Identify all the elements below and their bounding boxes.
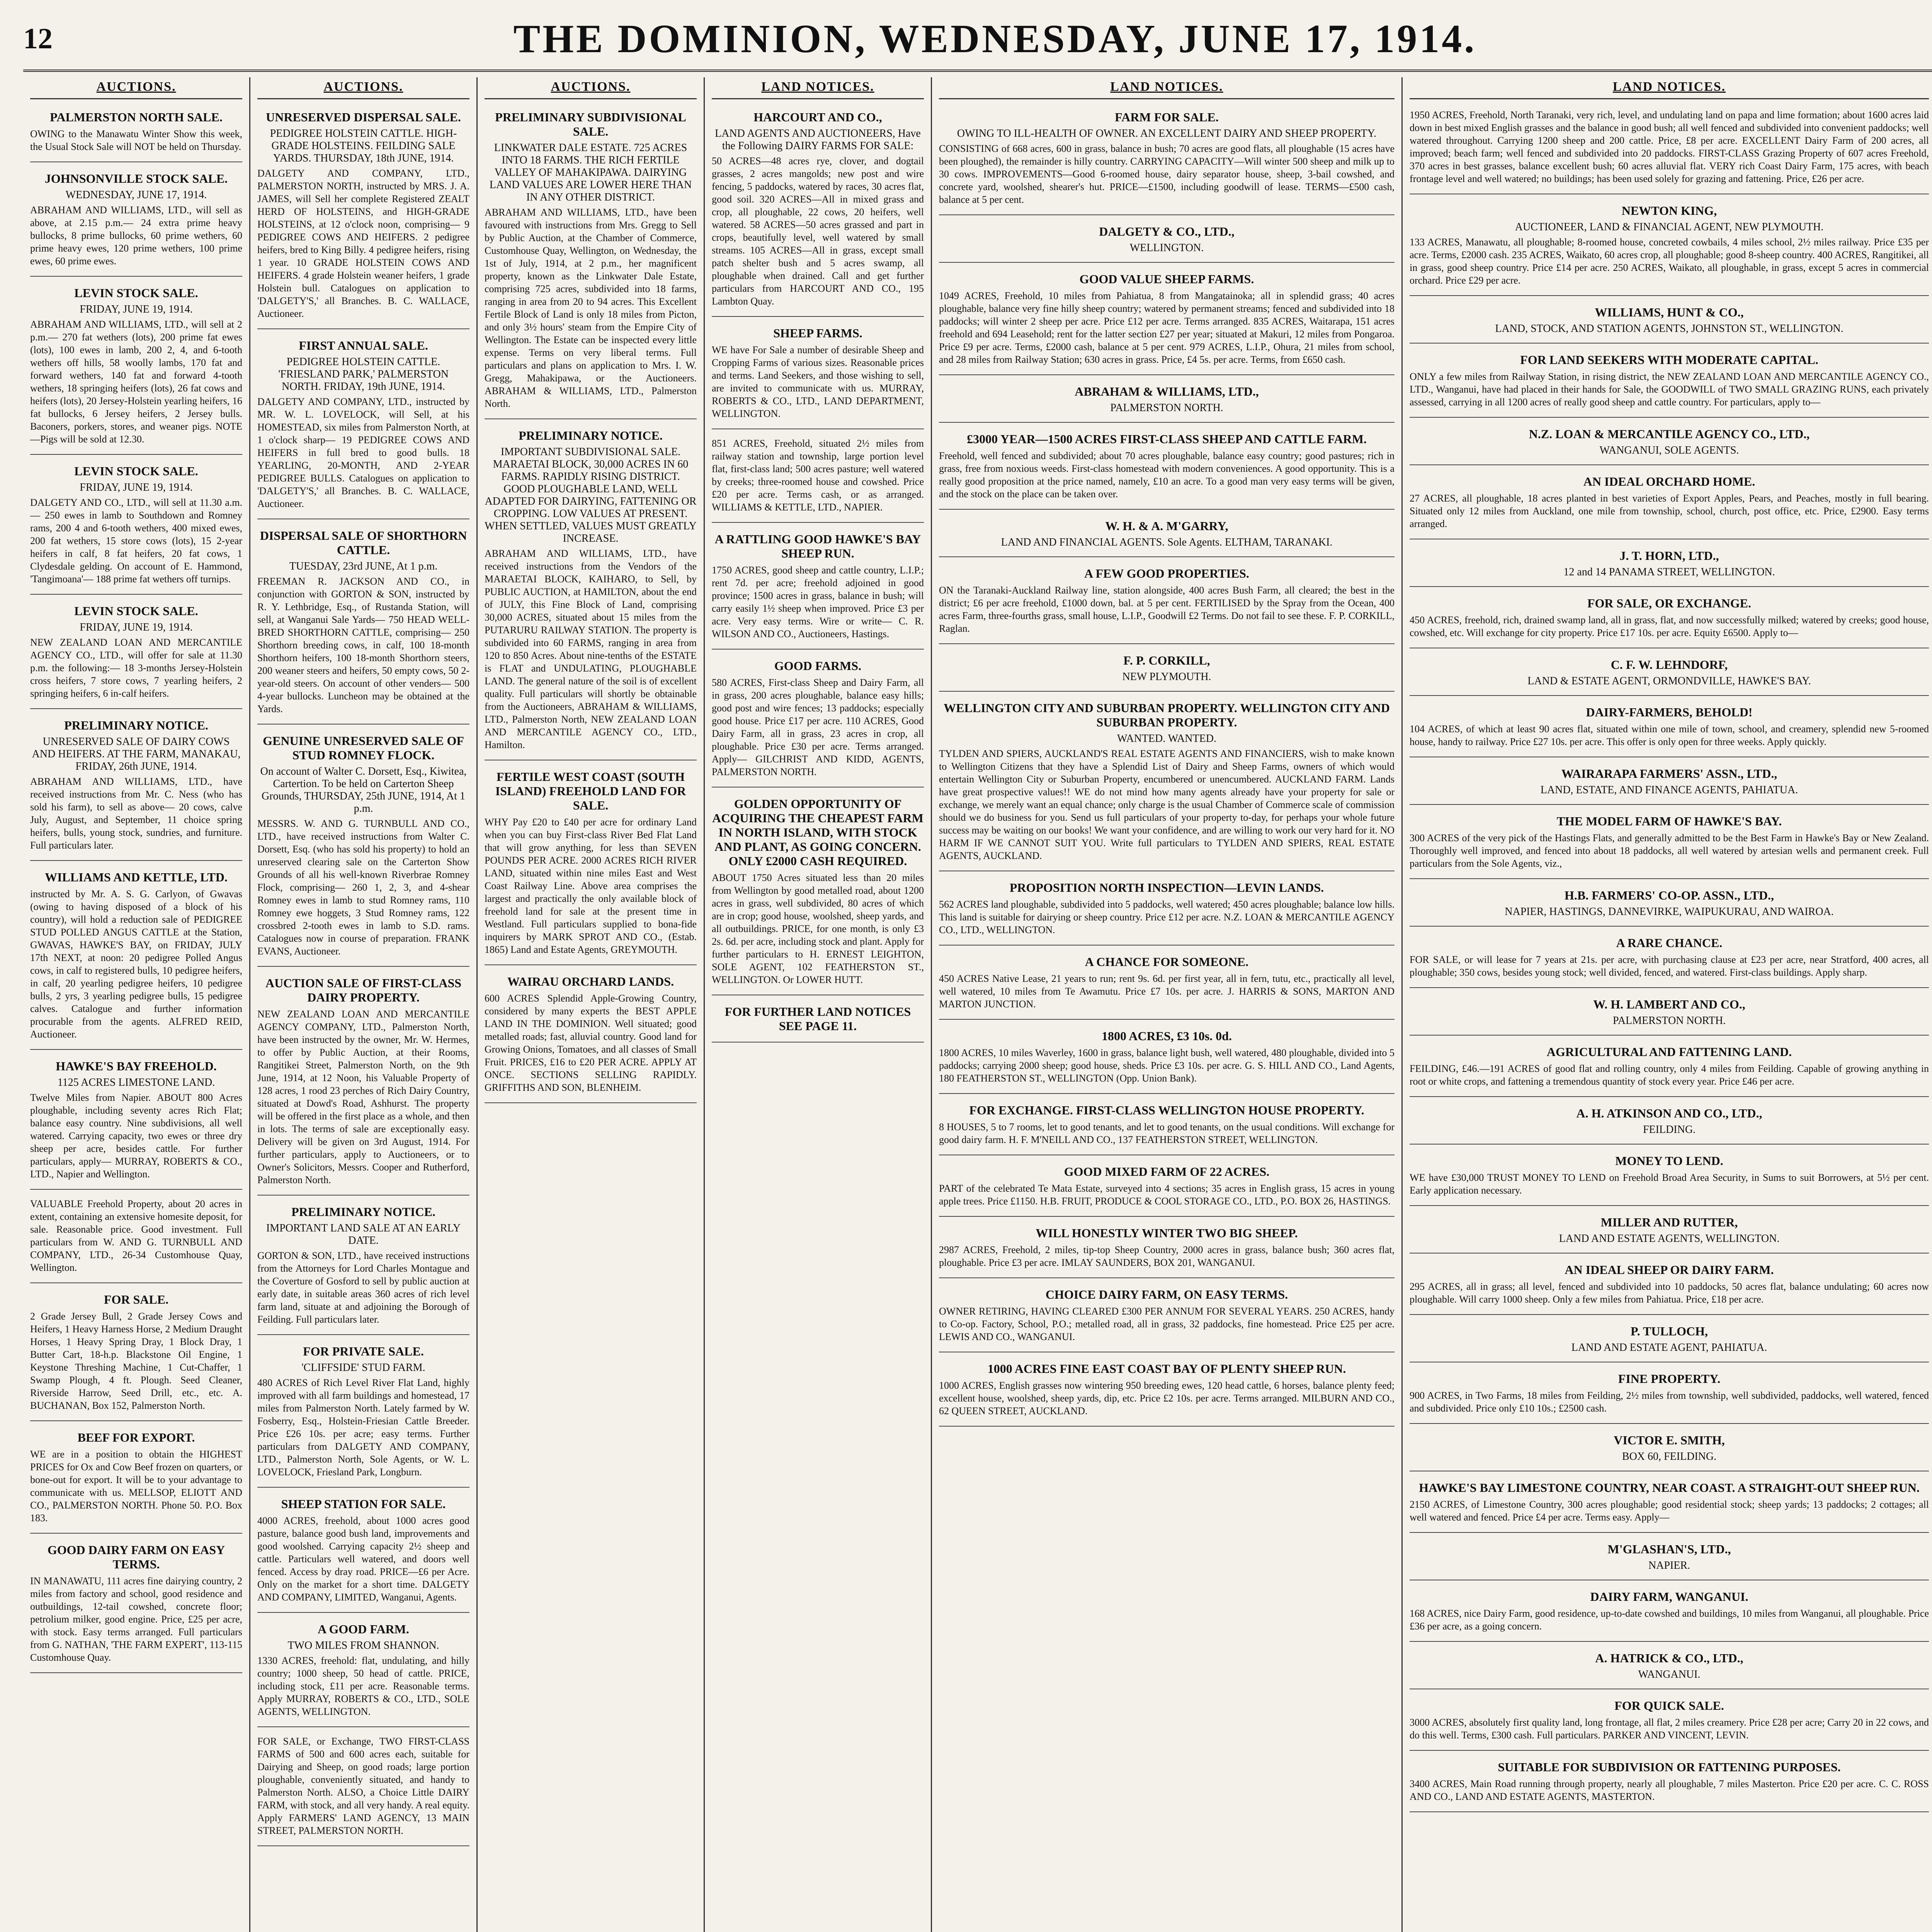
advertisement <box>1410 1475 1929 1533</box>
advertisement <box>712 791 924 995</box>
ad-subtitle: FRIDAY, JUNE 19, 1914. <box>80 621 193 633</box>
ad-title: £3000 YEAR—1500 ACRES FIRST-CLASS SHEEP AND CATTLE FARM. <box>967 432 1367 446</box>
ad-body: WE have £30,000 TRUST MONEY TO LEND on Freehold Broad Area Security, in Sums to suit Borrowers, at 5½ per cent. Early application necessary. <box>1410 1172 1929 1196</box>
ad-title: DALGETY & CO., LTD., <box>1099 224 1235 238</box>
ad-body: 3400 ACRES, Main Road running through property, nearly all ploughable, 7 miles Masterton. Price £20 per acre. C. C. ROSS AND CO., LAND AND ESTATE AGENTS, MASTERTON. <box>1410 1778 1929 1802</box>
column-header: AUCTIONS. <box>30 77 242 99</box>
advertisement <box>939 648 1395 692</box>
advertisement <box>712 321 924 429</box>
ad-body: 450 ACRES Native Lease, 21 years to run; rent 9s. 6d. per first year, all in fern, tutu, etc., practically all level, well watered, 10 miles from Te Awamutu. Price £7 10s. per acre. J. HARRIS & SONS, MARTON AND MARTON JUNCTION. <box>939 973 1395 1010</box>
ad-body: ABOUT 1750 Acres situated less than 20 miles from Wellington by good metalled road, about 1200 acres in grass, well subdivided, 80 acres of which are in crop; good house, woolshed, sheep yards, and all outbuildings. PRICE, for one month, is only £3 2s. 6d. per acre, including stock and plant. Apply for further particulars to H. ERNEST LEIGHTON, SOLE AGENT, 102 FEATHERSTON ST., WELLINGTON. Or LOWER HUTT. <box>712 872 924 985</box>
advertisement <box>939 219 1395 263</box>
advertisement <box>712 653 924 787</box>
ad-body: 3000 ACRES, absolutely first quality land, long frontage, all flat, 2 miles creamery. Price £28 per acre; Carry 20 in 22 cows, and do this well. Terms, £300 cash. Full particulars. PARKER AND VINCENT, LEVIN. <box>1410 1717 1929 1741</box>
advertisement <box>1410 761 1929 805</box>
ad-body: NEW ZEALAND LOAN AND MERCANTILE AGENCY COMPANY, LTD., Palmerston North, have been instructed by the owner, Mr. W. Hermes, to offer by Public Auction, at their Rooms, Rangitikei Street, Palmerston North, on the 9th June, 1914, at 12 Noon, his Valuable Property of 128 acres, 1 rood 23 perches of Rich Dairy Country, situated at Dowd's Road, Ashhurst. The property will be offered in the first place as a whole, and then in lots. The terms of sale are exceptionally easy. Delivery will be given on 3rd August, 1914. For further particulars, apply to Auctioneers, or to Owner's Solicitors, Messrs. Cooper and Rutherford, Palmerston North. <box>257 1009 469 1185</box>
ad-title: A CHANCE FOR SOMEONE. <box>1085 955 1249 969</box>
advertisement <box>1410 543 1929 587</box>
ad-body: FOR SALE, or will lease for 7 years at 21s. per acre, with purchasing clause at £23 per acre, near Stratford, 400 acres, all ploughable; 350 cows, besides young stock; well divided, fenced, and watered. First-class buildings. Apply sharp. <box>1410 954 1929 978</box>
ad-title: N.Z. LOAN & MERCANTILE AGENCY CO., LTD., <box>1529 427 1810 441</box>
advertisement <box>30 1537 242 1673</box>
advertisement <box>939 514 1395 557</box>
ad-subtitle: OWING TO ILL-HEALTH OF OWNER. AN EXCELLENT DAIRY AND SHEEP PROPERTY. <box>957 128 1377 139</box>
advertisement <box>939 1282 1395 1352</box>
ad-subtitle: FEILDING. <box>1643 1124 1696 1136</box>
ad-body: 2 Grade Jersey Bull, 2 Grade Jersey Cows and Heifers, 1 Heavy Harness Horse, 2 Medium Draught Horses, 1 Heavy Spring Dray, 1 Block Dray, 1 Butter Cart, 18-h.p. Blackstone Oil Engine, 1 Keystone Threshing Machine, 1 Cut-Chaffer, 1 Swamp Plough, 4 ft. Plough. Seed Cleaner, Riverside Harrow, Seed Drill, etc., etc. A. BUCHANAN, Box 152, Palmerston North. <box>30 1311 242 1411</box>
ad-body: ON the Taranaki-Auckland Railway line, station alongside, 400 acres Bush Farm, all cleared; the best in the district; £6 per acre freehold, £1000 down, bal. at 5 per cent. FERTILISED by the Spray from the Ocean, 400 acres Farm, three-fourths grass, small house, L.I.P., Goodwill £2 Terms. Do not fail to see these. F. P. CORKILL, Raglan. <box>939 585 1395 634</box>
ad-title: W. H. & A. M'GARRY, <box>1105 519 1228 533</box>
ad-body: 562 ACRES land ploughable, subdivided into 5 paddocks, well watered; 450 acres ploughable; balance low hills. This land is suitable for dairying or sheep country. Price £12 per acre. N.Z. LOAN & MERCANTILE AGENCY CO., LTD., WELLINGTON. <box>939 899 1395 935</box>
ad-body: 1330 ACRES, freehold: flat, undulating, and hilly country; 1000 sheep, 50 head of cattle. PRICE, including stock, £11 per acre. Reasonable terms. Apply MURRAY, ROBERTS & CO., LTD., SOLE AGENTS, WELLINGTON. <box>257 1655 469 1717</box>
ad-body: ABRAHAM AND WILLIAMS, LTD., will sell as above, at 2.15 p.m.— 24 extra prime heavy bullocks, 8 prime bullocks, 60 prime wethers, 60 prime heavy ewes, 120 prime wethers, 100 prime ewes, 60 prime ewes. <box>30 204 242 267</box>
ad-body: WE are in a position to obtain the HIGHEST PRICES for Ox and Cow Beef frozen on quarters, or bone-out for export. It will be to your advantage to communicate with us. MELLSOP, ELIOTT AND CO., PALMERSTON NORTH. Phone 50. P.O. Box 183. <box>30 1449 242 1524</box>
ad-title: WELLINGTON CITY AND SUBURBAN PROPERTY. WELLINGTON CITY AND SUBURBAN PROPERTY. <box>944 701 1390 729</box>
ad-title: H.B. FARMERS' CO-OP. ASSN., LTD., <box>1564 888 1774 902</box>
ad-title: GOOD FARMS. <box>774 659 862 673</box>
ad-body: IN MANAWATU, 111 acres fine dairying country, 2 miles from factory and school, good residence and outbuildings, 12-tail cowshed, concrete floor; petrolium milker, good engine. Price, £25 per acre, with stock. Easy terms arranged. Full particulars from G. NATHAN, 'THE FARM EXPERT', 113-115 Customhouse Quay. <box>30 1575 242 1663</box>
ad-title: SHEEP FARMS. <box>773 326 862 340</box>
column-header: LAND NOTICES. <box>712 77 924 99</box>
column-header: LAND NOTICES. <box>939 77 1395 99</box>
ad-body: 8 HOUSES, 5 to 7 rooms, let to good tenants, and let to good tenants, on the usual conditions. Will exchange for good dairy farm. H. F. M'NEILL AND CO., 137 FEATHERSTON STREET, WELLINGTON. <box>939 1121 1395 1145</box>
ad-subtitle: TWO MILES FROM SHANNON. <box>287 1639 439 1651</box>
advertisement <box>1410 1584 1929 1642</box>
ad-title: GOOD DAIRY FARM ON EASY TERMS. <box>47 1543 225 1571</box>
ad-subtitle: NEW PLYMOUTH. <box>1122 671 1211 683</box>
ad-title: FERTILE WEST COAST (SOUTH ISLAND) FREEHOLD LAND FOR SALE. <box>495 770 686 812</box>
ad-title: WILLIAMS, HUNT & CO., <box>1595 305 1744 319</box>
ad-subtitle: WANGANUI, SOLE AGENTS. <box>1599 444 1739 456</box>
ad-body: DALGETY AND COMPANY, LTD., PALMERSTON NORTH, instructed by MRS. J. A. JAMES, will Sell her complete Registered ZEALT HERD OF HOLSTEINS, and HIGH-GRADE HOLSTEINS, at 12 o'clock noon, comprising— 9 PEDIGREE COWS AND HEIFERS. 2 pedigree heifers, bred to King Billy. 4 pedigree heifers, rising 1 year. 10 GRADE HOLSTEIN COWS AND HEIFERS. 4 grade Holstein weaner heifers, 1 grade Holstein bull. Catalogues on application to 'DALGETY'S,' all Branches. B. C. WALLACE, Auctioneer. <box>257 168 469 319</box>
advertisement <box>30 599 242 709</box>
ad-body: 2987 ACRES, Freehold, 2 miles, tip-top Sheep Country, 2000 acres in grass, balance bush; 360 acres flat, ploughable. Price £3 per acre. IMLAY SAUNDERS, BOX 201, WANGANUI. <box>939 1244 1395 1268</box>
ad-title: NEWTON KING, <box>1621 204 1717 218</box>
ad-title: PRELIMINARY NOTICE. <box>291 1205 435 1219</box>
ad-title: FOR FURTHER LAND NOTICES SEE PAGE 11. <box>724 1005 911 1033</box>
ad-subtitle: LAND, ESTATE, AND FINANCE AGENTS, PAHIATUA. <box>1540 784 1798 796</box>
advertisement <box>939 875 1395 946</box>
ad-title: GENUINE UNRESERVED SALE OF STUD ROMNEY FLOCK. <box>263 734 464 762</box>
advertisement <box>1410 1755 1929 1812</box>
ad-body: NEW ZEALAND LOAN AND MERCANTILE AGENCY CO., LTD., will offer for sale at 11.30 p.m. the following:— 18 3-months Jersey-Holstein cross heifers, 7 store cows, 7 yearling heifers, 2 springing heifers, 6 in-calf heifers. <box>30 637 242 699</box>
advertisement <box>1410 1101 1929 1145</box>
ad-title: 1800 ACRES, £3 10s. 0d. <box>1102 1029 1232 1043</box>
ad-subtitle: LAND & ESTATE AGENT, ORMONDVILLE, HAWKE'S BAY. <box>1527 675 1811 687</box>
ad-title: A. H. ATKINSON AND CO., LTD., <box>1576 1106 1762 1120</box>
ad-title: FOR SALE, OR EXCHANGE. <box>1587 596 1752 610</box>
advertisement <box>30 713 242 861</box>
advertisement <box>712 433 924 523</box>
ad-body: FREEMAN R. JACKSON AND CO., in conjunction with GORTON & SON, instructed by R. Y. Lethbridge, Esq., of Rustanda Station, will sell, at Wanganui Sale Yards— 750 HEAD WELL-BRED SHORTHORN CATTLE, comprising— 250 Shorthorn breeding cows, in calf, 100 18-month Shorthorn heifers, 100 18-month Shorthorn steers, 200 weaner steers and heifers, 50 empty cows, 50 2-year-old steers. On account of other venders— 500 4-year bullocks. Luncheon may be obtained at the Yards. <box>257 576 469 714</box>
ad-body: WHY Pay £20 to £40 per acre for ordinary Land when you can buy First-class River Bed Flat Land that will grow anything, for less than SEVEN POUNDS PER ACRE. 2000 ACRES RICH RIVER LAND, situated within nine miles East and West Coast Railway Line. Above area comprises the largest and practically the only available block of freehold land for sale at the present time in Westland. Full particulars supplied to bona-fide inquirers by MARK SPROT AND CO., (Estab. 1865) Land and Estate Agents, GREYMOUTH. <box>485 816 697 955</box>
ad-body: MESSRS. W. AND G. TURNBULL AND CO., LTD., have received instructions from Walter C. Dorsett, Esq. (who has sold his property) to hold an unreserved clearing sale on the Carterton Show Grounds of all his well-known Riverbrae Romney Flock, comprising— 260 1, 2, 3, and 4-shear Romney ewes in lamb to stud Romney rams, 110 Romney ewe hoggets, 3 Stud Romney rams, 122 crossbred 2-tooth ewes in lamb to S.D. rams. Catalogues now in course of preparation. FRANK EVANS, Auctioneer. <box>257 818 469 957</box>
ad-body: 1750 ACRES, good sheep and cattle country, L.I.P.; rent 7d. per acre; freehold adjoined in good province; 1500 acres in grass, balance in bush; will carry easily 1½ sheep when improved. Price £3 per acre. Very easy terms. Wire or write— C. R. WILSON AND CO., Auctioneers, Hastings. <box>712 565 924 639</box>
ad-subtitle: PALMERSTON NORTH. <box>1110 402 1223 414</box>
ad-title: W. H. LAMBERT AND CO., <box>1593 997 1745 1011</box>
ad-title: M'GLASHAN'S, LTD., <box>1607 1542 1731 1556</box>
ad-title: AGRICULTURAL AND FATTENING LAND. <box>1546 1045 1792 1059</box>
ad-subtitle: PEDIGREE HOLSTEIN CATTLE. 'FRIESLAND PARK,' PALMERSTON NORTH. FRIDAY, 19th JUNE, 1914. <box>278 356 449 393</box>
ad-title: ABRAHAM & WILLIAMS, LTD., <box>1075 384 1259 398</box>
ad-subtitle: WEDNESDAY, JUNE 17, 1914. <box>65 189 207 201</box>
ad-title: C. F. W. LEHNDORF, <box>1611 658 1728 672</box>
advertisement <box>257 1617 469 1727</box>
advertisement <box>257 1492 469 1613</box>
advertisement <box>485 105 697 419</box>
advertisement <box>485 764 697 965</box>
ad-subtitle: PEDIGREE HOLSTEIN CATTLE. HIGH-GRADE HOLSTEINS. FEILDING SALE YARDS. THURSDAY, 18th JUNE, 1914. <box>270 128 457 164</box>
ad-title: AN IDEAL ORCHARD HOME. <box>1583 474 1755 488</box>
ad-title: PALMERSTON NORTH SALE. <box>50 110 223 124</box>
ad-title: P. TULLOCH, <box>1630 1324 1708 1338</box>
ad-subtitle: BOX 60, FEILDING. <box>1622 1451 1717 1463</box>
advertisement <box>1410 422 1929 465</box>
column-2 <box>250 77 478 1932</box>
ad-title: WILL HONESTLY WINTER TWO BIG SHEEP. <box>1036 1226 1298 1240</box>
ad-title: JOHNSONVILLE STOCK SALE. <box>44 172 228 185</box>
ad-title: A GOOD FARM. <box>318 1622 409 1636</box>
advertisement <box>712 999 924 1043</box>
ad-body: Freehold, well fenced and subdivided; about 70 acres ploughable, balance easy country; good pastures; rich in grass, free from noxious weeds. First-class homestead with modern conveniences. A good opportunity. This is a really good proposition at the price named, namely, £10 an acre. To a good man very easy terms will be given, and the stock on the place can be taken over. <box>939 450 1395 500</box>
ad-title: FOR QUICK SALE. <box>1614 1699 1724 1713</box>
ad-title: AN IDEAL SHEEP OR DAIRY FARM. <box>1565 1263 1774 1277</box>
ad-title: GOLDEN OPPORTUNITY OF ACQUIRING THE CHEAPEST FARM IN NORTH ISLAND, WITH STOCK AND PLANT, AS GOING CONCERN. ONLY £2000 CASH REQUIRED. <box>712 797 923 868</box>
advertisement <box>939 267 1395 375</box>
ad-title: A RARE CHANCE. <box>1616 936 1723 950</box>
ad-subtitle: AUCTIONEER, LAND & FINANCIAL AGENT, NEW PLYMOUTH. <box>1515 221 1824 233</box>
ad-body: 1800 ACRES, 10 miles Waverley, 1600 in grass, balance light bush, well watered, 480 ploughable, divided into 5 paddocks; carrying 2000 sheep; good house, sheds. Price £3 10s. per acre. G. S. HILL AND CO., Land Agents, 180 FEATHERSTON ST., WELLINGTON (Opp. Union Bank). <box>939 1047 1395 1084</box>
ad-subtitle: UNRESERVED SALE OF DAIRY COWS AND HEIFERS. AT THE FARM, MANAKAU, FRIDAY, 26th JUNE, 1914. <box>32 736 241 772</box>
ad-title: A FEW GOOD PROPERTIES. <box>1084 566 1249 580</box>
advertisement <box>257 523 469 724</box>
ad-title: HAWKE'S BAY LIMESTONE COUNTRY, NEAR COAST. A STRAIGHT-OUT SHEEP RUN. <box>1419 1481 1920 1495</box>
advertisement <box>939 696 1395 871</box>
ad-title: AUCTION SALE OF FIRST-CLASS DAIRY PROPERTY. <box>265 976 462 1004</box>
ad-title: LEVIN STOCK SALE. <box>74 464 198 478</box>
ad-title: FOR PRIVATE SALE. <box>303 1344 424 1358</box>
advertisement <box>257 105 469 329</box>
advertisement <box>1410 105 1929 194</box>
page-number: 12 <box>23 22 53 55</box>
advertisement <box>1410 1148 1929 1206</box>
ad-title: SHEEP STATION FOR SALE. <box>281 1497 446 1511</box>
ad-title: FINE PROPERTY. <box>1618 1372 1721 1386</box>
ad-title: HAWKE'S BAY FREEHOLD. <box>56 1059 217 1073</box>
ad-title: DAIRY-FARMERS, BEHOLD! <box>1586 705 1753 719</box>
ad-body: 295 ACRES, all in grass; all level, fenced and subdivided into 10 paddocks, 50 acres flat, balance undulating; 60 acres now ploughable. Will carry 1000 sheep. Only a few miles from Pahiatua. Price, £18 per acre. <box>1410 1281 1929 1305</box>
ad-title: LEVIN STOCK SALE. <box>74 604 198 618</box>
ad-body: 27 ACRES, all ploughable, 18 acres planted in best varieties of Export Apples, Pears, and Peaches, mostly in full bearing. Situated only 12 miles from Auckland, one mile from township, school, church, post office, etc. Price, £2900. Easy terms arranged. <box>1410 493 1929 529</box>
ad-body: TYLDEN AND SPIERS, AUCKLAND'S REAL ESTATE AGENTS AND FINANCIERS, wish to make known to Wellington Citizens that they have a Splendid List of Dairy and Sheep Farms, owners of which would entertain Wellington City or Suburban Property, encumbered or unencumbered. AUCKLAND FARM. Lands have great prospective values!! WE do not mind how many agents already have your property for sale or exchange, we merely want an equal chance; only charge is the usual Chamber of Commerce scale of commission should we do business for you. Send us full particulars of your property to-day, for perhaps your whole future success may be waiting on our books! We want your confidence, and are willing to work our very hard for it. NO HARM IF WE CANNOT SUIT YOU. Write full particulars to TYLDEN AND SPIERS, REAL ESTATE AGENTS, AUCKLAND. <box>939 748 1395 861</box>
ad-body: OWNER RETIRING, HAVING CLEARED £300 PER ANNUM FOR SEVERAL YEARS. 250 ACRES, handy to Co-op. Factory, School, P.O.; metalled road, all in grass, 32 paddocks, fine homestead. Price £25 per acre. LEWIS AND CO., WANGANUI. <box>939 1306 1395 1342</box>
ad-body: FEILDING, £46.—191 ACRES of good flat and rolling country, only 4 miles from Feilding. Capable of growing anything in root or white crops, and fattening a tremendous quantity of stock every year. Price £46 per acre. <box>1410 1063 1929 1087</box>
ad-title: A RATTLING GOOD HAWKE'S BAY SHEEP RUN. <box>714 532 921 560</box>
ad-body: 104 ACRES, of which at least 90 acres flat, situated within one mile of town, school, and creamery, splendid new 5-roomed house, handy to railway. Price £27 10s. per acre. This offer is only open for three weeks. Apply quickly. <box>1410 723 1929 747</box>
ad-body: 168 ACRES, nice Dairy Farm, good residence, up-to-date cowshed and buildings, 10 miles from Wanganui, all ploughable. Price £36 per acre, as a going concern. <box>1410 1608 1929 1632</box>
advertisement <box>30 105 242 162</box>
column-5 <box>932 77 1403 1932</box>
ad-body: VALUABLE Freehold Property, about 20 acres in extent, containing an extensive homesite deposit, for sale. Reasonable price. Good investment. Full particulars from W. AND G. TURNBULL AND COMPANY, LTD., 26-34 Customhouse Quay, Wellington. <box>30 1198 242 1273</box>
ad-title: GOOD VALUE SHEEP FARMS. <box>1079 272 1254 286</box>
column-header: AUCTIONS. <box>257 77 469 99</box>
column-3 <box>478 77 705 1932</box>
ad-title: PRELIMINARY NOTICE. <box>64 718 208 732</box>
ad-body: CONSISTING of 668 acres, 600 in grass, balance in bush; 70 acres are good flats, all ploughable (15 acres have been ploughed), the remainder is hilly country. CARRYING CAPACITY—Will winter 500 sheep and milk up to 30 cows. IMPROVEMENTS—Good 6-roomed house, dairy separator house, sheep, 3-bail cowshed, and concrete yard, woolshed, shearer's hut. PRICE—£1500, including goodwill of lease. TERMS—£500 cash, balance at 5 per cent. <box>939 143 1395 205</box>
advertisement <box>1410 700 1929 757</box>
ad-title: DAIRY FARM, WANGANUI. <box>1590 1590 1748 1604</box>
ad-body: ABRAHAM AND WILLIAMS, LTD., have received instructions from Mr. C. Ness (who has sold his farm), to sell as above— 20 cows, calve July, August, and September, 11 choice spring heifers, bulls, young stock, sundries, and furniture. Full particulars later. <box>30 776 242 851</box>
advertisement <box>30 166 242 277</box>
ad-body: 580 ACRES, First-class Sheep and Dairy Farm, all in grass, 200 acres ploughable, balance easy hills; good post and wire fences; 13 paddocks; especially good house. Price £17 per acre. 110 ACRES, Good Dairy Farm, all in grass, 23 acres in crop, all ploughable. Price £30 per acre. Terms arranged. Apply— GILCHRIST AND KIDD, AGENTS, PALMERSTON NORTH. <box>712 677 924 777</box>
advertisement <box>1410 1319 1929 1362</box>
ad-subtitle: LAND AND ESTATE AGENT, PAHIATUA. <box>1571 1342 1767 1354</box>
advertisement <box>1410 1537 1929 1580</box>
advertisement <box>939 949 1395 1020</box>
advertisement <box>1410 1428 1929 1471</box>
ad-body: 600 ACRES Splendid Apple-Growing Country, considered by many experts the BEST APPLE LAND IN THE DOMINION. Well situated; good metalled roads; fast, alluvial country. Good land for Growing Onions, Tomatoes, and all classes of Small Fruit. PRICES, £16 to £20 PER ACRE. APPLY AT ONCE. SECTIONS SELLING RAPIDLY. GRIFFITHS AND SON, BLENHEIM. <box>485 993 697 1093</box>
ad-title: PROPOSITION NORTH INSPECTION—LEVIN LANDS. <box>1009 881 1324 895</box>
ad-body: 1950 ACRES, Freehold, North Taranaki, very rich, level, and undulating land on papa and lime formation; about 1600 acres laid down in best mixed English grasses and the balance in good bush; all well fenced and subdivided into convenient paddocks; well watered throughout. Carrying 1200 sheep and 200 cattle. Price, £8 per acre. EXCELLENT Dairy Farm of 200 acres, all improved; beach farm; well fenced and subdivided into 20 paddocks. FIRST-CLASS Grazing Property of 607 acres Freehold, 370 acres in best grasses, balance excellent bush; 60 acres alluvial flat. VERY rich Coast Dairy Farm, 175 acres, with beach frontage level and well watered; no buildings; has been used solely for grazing and fattening. Price, £26 per acre. <box>1410 109 1929 184</box>
ad-body: ONLY a few miles from Railway Station, in rising district, the NEW ZEALAND LOAN AND MERCANTILE AGENCY CO., LTD., Wanganui, have had placed in their hands for Sale, the GOODWILL of TWO SMALL GRAZING RUNS, each privately assessed, carrying in all 1200 acres of really good sheep and cattle country. For particulars, apply to— <box>1410 371 1929 408</box>
advertisement <box>257 971 469 1196</box>
ad-subtitle: LAND AND ESTATE AGENTS, WELLINGTON. <box>1559 1233 1780 1245</box>
ad-subtitle: 'CLIFFSIDE' STUD FARM. <box>301 1362 425 1374</box>
masthead <box>23 8 1932 72</box>
ad-body: DALGETY AND CO., LTD., will sell at 11.30 a.m.— 250 ewes in lamb to Southdown and Romney rams, 200 4 and 6-tooth wethers, 400 mixed ewes, 200 fat wethers, 15 store cows (lots), 15 2-year heifers in calf, 8 fat heifers, 20 fat cows, 1 Clydesdale gelding. On account of E. Hammond, 'Tangimoana'— 188 prime fat wethers off turnips. <box>30 497 242 585</box>
advertisement <box>939 427 1395 510</box>
advertisement <box>939 1221 1395 1278</box>
ad-title: FARM FOR SALE. <box>1115 110 1219 124</box>
ad-title: WAIRAU ORCHARD LANDS. <box>507 975 674 988</box>
ad-subtitle: IMPORTANT SUBDIVISIONAL SALE. MARAETAI BLOCK, 30,000 ACRES IN 60 FARMS. RAPIDLY RISING DISTRICT. GOOD PLOUGHABLE LAND, WELL ADAPTED FOR DAIRYING, FATTENING OR CROPPING. LOW VALUES AT PRESENT. WHEN SETTLED, VALUES MUST GREATLY INCREASE. <box>485 446 697 544</box>
ad-title: SUITABLE FOR SUBDIVISION OR FATTENING PURPOSES. <box>1498 1760 1841 1774</box>
ad-subtitle: WANTED. WANTED. <box>1117 733 1216 745</box>
advertisement <box>1410 300 1929 344</box>
advertisement <box>1410 1257 1929 1315</box>
ad-title: PRELIMINARY NOTICE. <box>519 429 663 442</box>
advertisement <box>1410 591 1929 648</box>
ad-title: WAIRARAPA FARMERS' ASSN., LTD., <box>1561 767 1777 781</box>
ad-subtitle: 12 and 14 PANAMA STREET, WELLINGTON. <box>1563 566 1775 578</box>
advertisement <box>257 333 469 519</box>
advertisement <box>1410 1693 1929 1751</box>
advertisement <box>30 865 242 1050</box>
advertisement <box>939 105 1395 215</box>
advertisement <box>30 1425 242 1534</box>
columns-container <box>23 77 1932 1932</box>
ad-body: FOR SALE, or Exchange, TWO FIRST-CLASS FARMS of 500 and 600 acres each, suitable for Dairying and Sheep, on good roads; large portion ploughable, conveniently situated, and handy to Palmerston North. ALSO, a Choice Little DAIRY FARM, with stock, and all very handy. A real equity. Apply FARMERS' LAND AGENCY, 13 MAIN STREET, PALMERSTON NORTH. <box>257 1736 469 1836</box>
advertisement <box>1410 1210 1929 1253</box>
ad-body: 480 ACRES of Rich Level River Flat Land, highly improved with all farm buildings and homestead, 17 miles from Palmerston North. Lately farmed by W. Fosberry, Esq., Holstein-Friesian Cattle Breeder. Price £26 10s. per acre; easy terms. Further particulars from DALGETY AND COMPANY, LTD., Palmerston North, Sole Agents, or W. L. LOVELOCK, Friesland Park, Longburn. <box>257 1377 469 1478</box>
advertisement <box>30 281 242 455</box>
ad-body: GORTON & SON, LTD., have received instructions from the Attorneys for Lord Charles Montague and the Coverture of Gosford to sell by public auction at early date, in suitable areas 360 acres of rich level farm land, situate at and adjoining the Borough of Feilding. Full particulars later. <box>257 1250 469 1325</box>
newspaper-title: THE DOMINION, WEDNESDAY, JUNE 17, 1914. <box>513 16 1477 61</box>
ad-body: ABRAHAM AND WILLIAMS, LTD., have received instructions from the Vendors of the MARAETAI BLOCK, KAIHARO, to Sell, by PUBLIC AUCTION, at HAMILTON, about the end of JULY, this Fine Block of Land, comprising 30,000 ACRES, situated about 15 miles from the PUTARURU RAILWAY STATION. The property is subdivided into 60 FARMS, ranging in area from 120 to 850 Acres. About nine-tenths of the ESTATE is FLAT and UNDULATING, PLOUGHABLE LAND. The general nature of the soil is of excellent quality. Full particulars will shortly be obtainable from the Auctioneers, ABRAHAM & WILLIAMS, LTD., Palmerston North, NEW ZEALAND LOAN AND MERCANTILE AGENCY CO., LTD., Hamilton. <box>485 548 697 750</box>
advertisement <box>939 561 1395 644</box>
advertisement <box>1410 883 1929 927</box>
advertisement <box>257 1199 469 1335</box>
advertisement <box>712 527 924 650</box>
advertisement <box>485 969 697 1103</box>
ad-subtitle: FRIDAY, JUNE 19, 1914. <box>80 481 193 493</box>
ad-title: HARCOURT AND CO., <box>753 110 882 124</box>
ad-title: VICTOR E. SMITH, <box>1614 1433 1725 1447</box>
ad-title: FOR SALE. <box>104 1293 169 1306</box>
advertisement <box>1410 469 1929 539</box>
advertisement <box>1410 1366 1929 1424</box>
ad-title: THE MODEL FARM OF HAWKE'S BAY. <box>1556 814 1782 828</box>
advertisement <box>30 1054 242 1190</box>
ad-subtitle: 1125 ACRES LIMESTONE LAND. <box>57 1077 215 1088</box>
ad-body: 851 ACRES, Freehold, situated 2½ miles from railway station and township, large portion level flat, first-class land; 500 acres pasture; well watered by creeks; three-roomed house and cowshed. Price £20 per acre. Terms cash, or as arranged. WILLIAMS & KETTLE, LTD., NAPIER. <box>712 438 924 513</box>
advertisement <box>1410 652 1929 696</box>
ad-title: F. P. CORKILL, <box>1123 653 1210 667</box>
column-1 <box>23 77 250 1932</box>
ad-subtitle: NAPIER, HASTINGS, DANNEVIRKE, WAIPUKURAU, AND WAIROA. <box>1505 906 1834 918</box>
column-4 <box>705 77 932 1932</box>
advertisement <box>30 1194 242 1283</box>
ad-subtitle: WELLINGTON. <box>1129 242 1204 254</box>
ad-body: 133 ACRES, Manawatu, all ploughable; 8-roomed house, concreted cowbails, 4 miles school, 2½ miles railway. Price £35 per acre. Terms, £2000 cash. 235 ACRES, Waikato, 60 acres crop, all ploughable; good 8-sheep country. 400 ACRES, Rangitikei, all in grass, good sheep country. Price £14 per acre. 250 ACRES, Waikato, all ploughable, in grass, except 5 acres in commercial orchard. Price £29 per acre. <box>1410 236 1929 286</box>
advertisement <box>939 1098 1395 1155</box>
ad-title: LEVIN STOCK SALE. <box>74 286 198 300</box>
advertisement <box>257 1731 469 1846</box>
ad-title: A. HATRICK & CO., LTD., <box>1595 1651 1743 1665</box>
advertisement <box>1410 809 1929 879</box>
column-6 <box>1403 77 1932 1932</box>
advertisement <box>485 423 697 760</box>
ad-body: OWING to the Manawatu Winter Show this week, the Usual Stock Sale will NOT be held on Thursday. <box>30 128 242 152</box>
ad-title: FOR EXCHANGE. FIRST-CLASS WELLINGTON HOUSE PROPERTY. <box>969 1103 1364 1117</box>
ad-subtitle: TUESDAY, 23rd JUNE, At 1 p.m. <box>289 560 438 572</box>
ad-title: PRELIMINARY SUBDIVISIONAL SALE. <box>495 110 686 138</box>
ad-title: CHOICE DAIRY FARM, ON EASY TERMS. <box>1045 1287 1288 1301</box>
advertisement <box>1410 992 1929 1036</box>
ad-title: FIRST ANNUAL SALE. <box>299 338 428 352</box>
ad-title: MILLER AND RUTTER, <box>1600 1215 1738 1229</box>
ad-title: DISPERSAL SALE OF SHORTHORN CATTLE. <box>260 529 467 557</box>
ad-title: FOR LAND SEEKERS WITH MODERATE CAPITAL. <box>1520 353 1818 367</box>
advertisement <box>939 1159 1395 1217</box>
ad-body: 2150 ACRES, of Limestone Country, 300 acres ploughable; good residential stock; sheep yards; 13 paddocks; 2 cottages; all well watered and fenced. Price £4 per acre. Terms easy. Apply— <box>1410 1499 1929 1523</box>
ad-subtitle: NAPIER. <box>1648 1560 1690 1571</box>
ad-body: ABRAHAM AND WILLIAMS, LTD., will sell at 2 p.m.— 270 fat wethers (lots), 200 prime fat ewes (lots), 100 ewes in lamb, 200 2, 4, and 6-tooth wethers off hills, 58 woolly lambs, 170 fat and forward wethers, 140 fat and forward 4-tooth wethers, 18 springing heifers (lots), 26 fat cows and heifers (lots), 20 Jersey-Holstein yearling heifers, 16 fat bullocks, 6 Jersey heifers, 2 Jersey bulls. Baconers, porkers, stores, and weaner pigs. NOTE—Pigs will be sold at 12.30. <box>30 319 242 445</box>
ad-subtitle: LINKWATER DALE ESTATE. 725 ACRES INTO 18 FARMS. THE RICH FERTILE VALLEY OF MAHAKIPAWA. DAIRYING LAND VALUES ARE LOWER HERE THAN IN ANY OTHER DISTRICT. <box>489 142 692 203</box>
ad-body: 900 ACRES, in Two Farms, 18 miles from Feilding, 2½ miles from township, well subdivided, paddocks, well watered, fenced and subdivided. Price only £10 10s.; £2500 cash. <box>1410 1390 1929 1414</box>
ad-body: WE have For Sale a number of desirable Sheep and Cropping Farms of various sizes. Reasonable prices and terms. Land Seekers, and those wishing to sell, are invited to communicate with us. MURRAY, ROBERTS & CO., LTD., LAND DEPARTMENT, WELLINGTON. <box>712 344 924 419</box>
ad-subtitle: PALMERSTON NORTH. <box>1612 1015 1726 1027</box>
ad-body: 1000 ACRES, English grasses now wintering 950 breeding ewes, 120 head cattle, 6 horses, balance plenty feed; excellent house, woolshed, sheep yards, dip, etc. Price £2 10s. per acre. Terms arranged. MILBURN AND CO., 62 QUEEN STREET, AUCKLAND. <box>939 1380 1395 1417</box>
ad-body: instructed by Mr. A. S. G. Carlyon, of Gwavas (owing to having disposed of a block of his country), will hold a reduction sale of PEDIGREE STUD POLLED ANGUS CATTLE at the Station, GWAVAS, HAWKE'S BAY, on FRIDAY, JULY 17th NEXT, at noon: 20 pedigree Polled Angus cows, in calf to registered bulls, 10 pedigree heifers, in calf, 20 yearling pedigree heifers, 10 pedigree bulls, 2 yrs, 3 yearling pedigree bulls, 15 pedigree calves. Catalogue and further information procurable from the agents. ALFRED REID, Auctioneer. <box>30 888 242 1040</box>
ad-body: 450 ACRES, freehold, rich, drained swamp land, all in grass, flat, and now successfully milked; watered by creeks; good house, cowshed, etc. Will exchange for city property. Price £17 10s. per acre. Equity £6500. Apply to— <box>1410 614 1929 638</box>
ad-subtitle: On account of Walter C. Dorsett, Esq., Kiwitea, Cartertion. To be held on Carterton Sheep Grounds, THURSDAY, 25th JUNE, 1914, At 1 p.m. <box>260 765 467 815</box>
advertisement <box>1410 347 1929 418</box>
ad-subtitle: LAND, STOCK, AND STATION AGENTS, JOHNSTON ST., WELLINGTON. <box>1495 323 1844 335</box>
ad-body: 4000 ACRES, freehold, about 1000 acres good pasture, balance good bush land, improvements and good woolshed. Carrying capacity 2½ sheep and cattle. Particulars well watered, and doors well fenced. Access by dray road. PRICE—£6 per Acre. Only on the market for a short time. DALGETY AND COMPANY, LIMITED, Wanganui, Agents. <box>257 1515 469 1603</box>
advertisement <box>1410 1039 1929 1097</box>
column-header: LAND NOTICES. <box>1410 77 1929 99</box>
advertisement <box>939 379 1395 423</box>
ad-title: BEEF FOR EXPORT. <box>77 1430 195 1444</box>
advertisement <box>939 1356 1395 1427</box>
ad-title: MONEY TO LEND. <box>1615 1154 1723 1168</box>
ad-body: Twelve Miles from Napier. ABOUT 800 Acres ploughable, including seventy acres Rich Flat; balance easy country. Nine subdivisions, all well watered. Carrying capacity, two ewes or three dry sheep per acre, besides cattle. For further particulars, apply— MURRAY, ROBERTS & CO., LTD., Napier and Wellington. <box>30 1092 242 1180</box>
advertisement <box>1410 930 1929 988</box>
ad-title: WILLIAMS AND KETTLE, LTD. <box>45 870 228 884</box>
ad-subtitle: IMPORTANT LAND SALE AT AN EARLY DATE. <box>266 1222 461 1247</box>
advertisement <box>30 459 242 595</box>
advertisement <box>257 1339 469 1488</box>
ad-body: 300 ACRES of the very pick of the Hastings Flats, and generally admitted to be the Best Farm in Hawke's Bay or New Zealand. Thoroughly well improved, and fenced into about 18 paddocks, all well watered by artesian wells and permanent creek. Full particulars from the Sole Agents, viz., <box>1410 832 1929 869</box>
ad-subtitle: LAND AGENTS AND AUCTIONEERS, Have the Following DAIRY FARMS FOR SALE: <box>715 128 921 152</box>
advertisement <box>30 1287 242 1421</box>
ad-title: 1000 ACRES FINE EAST COAST BAY OF PLENTY SHEEP RUN. <box>987 1362 1346 1376</box>
ad-subtitle: LAND AND FINANCIAL AGENTS. Sole Agents. ELTHAM, TARANAKI. <box>1001 536 1333 548</box>
advertisement <box>257 728 469 967</box>
ad-subtitle: FRIDAY, JUNE 19, 1914. <box>80 303 193 315</box>
ad-body: 1049 ACRES, Freehold, 10 miles from Pahiatua, 8 from Mangatainoka; all in splendid grass; 40 acres ploughable, balance very fine hilly sheep country; watered by permanent streams; fenced and subdivided into 18 paddocks; will winter 2 sheep per acre. Price £12 per acre. Terms arranged. 835 ACRES, Waitarapa, 151 acres freehold and 694 Leasehold; rent for the latter section £27 per year; situated at Makuri, 12 miles from Pongaroa. Price £9 per acre. Terms, £2000 cash, balance at 5 per cent. 979 ACRES, L.I.P., Ohura, 21 miles from school, and 28 miles from Railway Station; 630 acres in grass. Price, £4 5s. per acre. Terms, from £650 cash. <box>939 290 1395 365</box>
ad-body: 50 ACRES—48 acres rye, clover, and dogtail grasses, 2 acres mangolds; new post and wire fencing, 5 paddocks, watered by races, 30 acres flat, good soil. 320 ACRES—All in mixed grass and crop, all ploughable, 22 cows, 20 heifers, well watered. 58 ACRES—50 acres grassed and part in crops, beautifully level, well watered by small streams. 105 ACRES—All in grass, except small patch shelter bush and 5 acres swamp, all ploughable when drained. Call and get further particulars from HARCOURT AND CO., 195 Lambton Quay. <box>712 155 924 307</box>
advertisement <box>712 105 924 317</box>
ad-title: GOOD MIXED FARM OF 22 ACRES. <box>1064 1165 1270 1179</box>
ad-subtitle: WANGANUI. <box>1638 1668 1701 1680</box>
ad-body: ABRAHAM AND WILLIAMS, LTD., have been favoured with instructions from Mrs. Gregg to Sell by Public Auction, at the Chamber of Commerce, Customhouse Quay, Wellington, on Wednesday, the 1st of July, 1914, at 2 p.m., her magnificent property, known as the Linkwater Dale Estate, comprising 725 acres, subdivided into 18 farms, ranging in area from 20 to 94 acres. This Excellent Fertile Block of Land is only 18 miles from Picton, and only 3½ hours' steam from the Empire City of Wellington. The Estate can be inspected every little expense. Terms on very liberal terms. Full particulars and plans on application to Mrs. I. W. Gregg, Mahakipawa, or the Auctioneers. ABRAHAM & WILLIAMS, LTD., Palmerston North. <box>485 207 697 409</box>
ad-title: UNRESERVED DISPERSAL SALE. <box>266 110 461 124</box>
column-header: AUCTIONS. <box>485 77 697 99</box>
ad-body: DALGETY AND COMPANY, LTD., instructed by MR. W. L. LOVELOCK, will Sell, at his HOMESTEAD, six miles from Palmerston North, at 1 o'clock sharp— 19 PEDIGREE COWS AND HEIFERS in full bred to good bulls. 18 YEARLING, 20-MONTH, AND 2-YEAR PEDIGREE BULLS. Catalogues on application to 'DALGETY'S,' all Branches. B. C. WALLACE, Auctioneer. <box>257 396 469 509</box>
advertisement <box>1410 198 1929 296</box>
ad-body: PART of the celebrated Te Mata Estate, surveyed into 4 sections; 35 acres in English grass, 15 acres in young apple trees. Price £1150. H.B. FRUIT, PRODUCE & COOL STORAGE CO., LTD., P.O. BOX 26, HASTINGS. <box>939 1183 1395 1207</box>
ad-title: J. T. HORN, LTD., <box>1619 549 1719 563</box>
advertisement <box>939 1024 1395 1094</box>
advertisement <box>1410 1646 1929 1689</box>
